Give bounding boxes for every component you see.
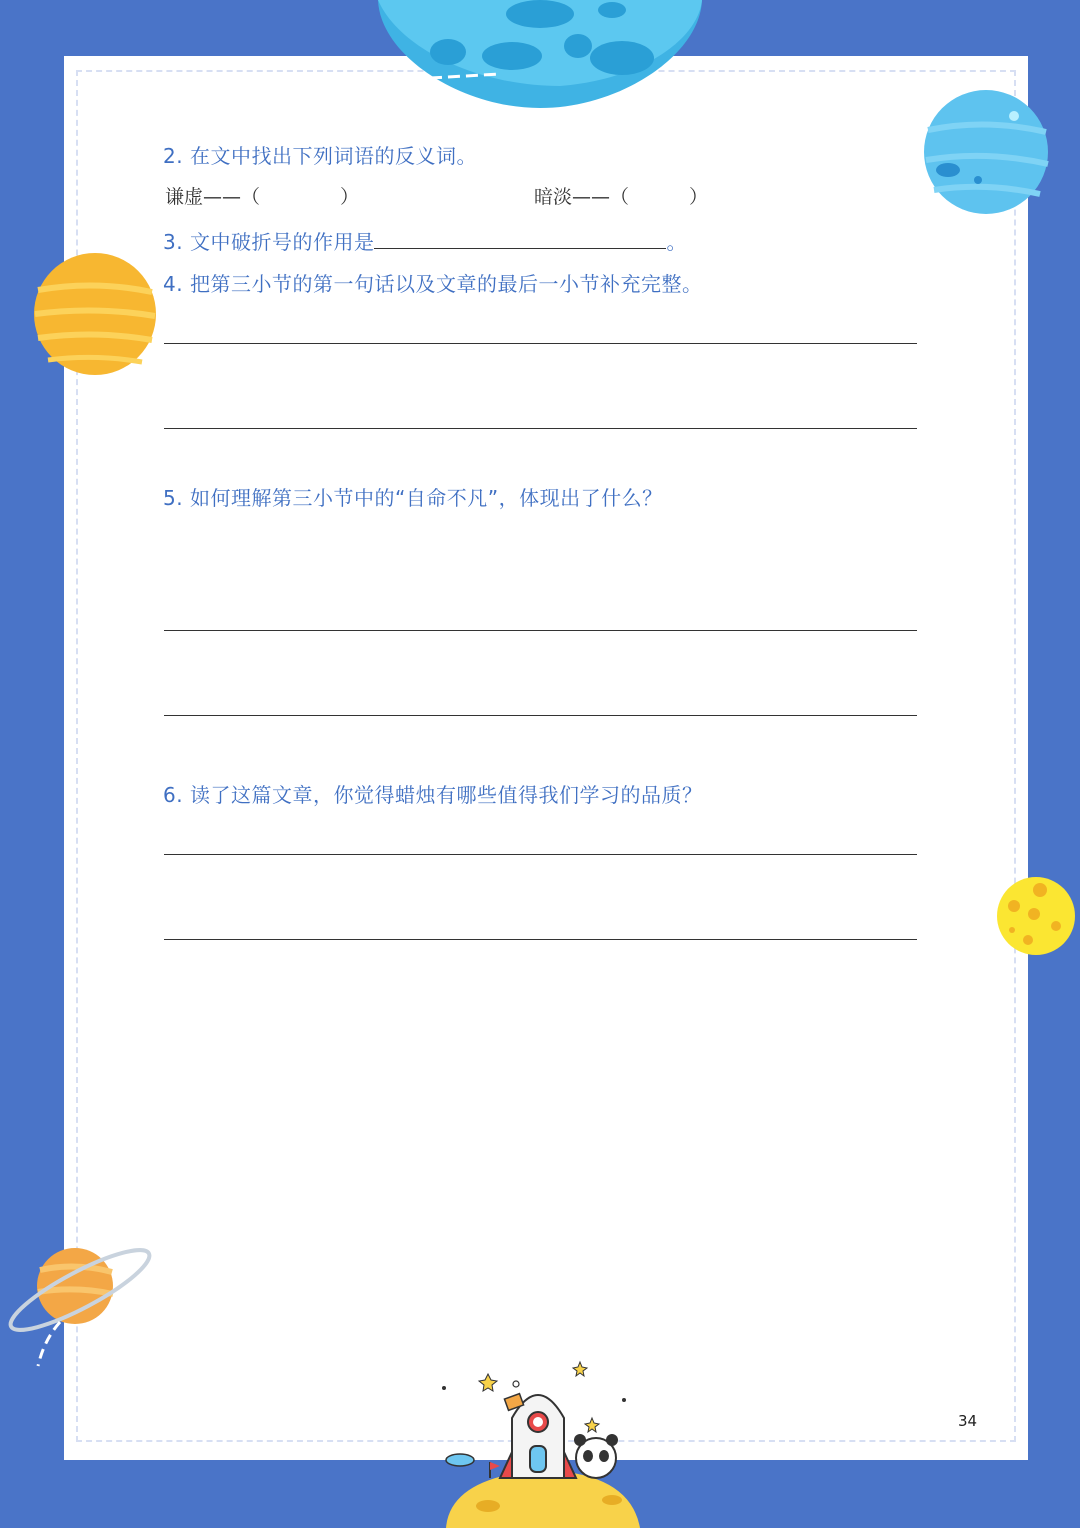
antonym-label-1: 谦虚——（ ） xyxy=(165,186,360,208)
question-4: 4. 把第三小节的第一句话以及文章的最后一小节补充完整。 xyxy=(163,272,703,296)
question-2: 2. 在文中找出下列词语的反义词。 xyxy=(163,144,477,168)
planet-orange-striped-icon xyxy=(34,253,156,375)
planet-crater-icon xyxy=(378,0,702,108)
question-5: 5. 如何理解第三小节中的“自命不凡”，体现出了什么？ xyxy=(163,486,663,510)
rocket-panda-illustration xyxy=(442,1362,640,1528)
moon-yellow-icon xyxy=(997,877,1075,955)
question-6: 6. 读了这篇文章，你觉得蜡烛有哪些值得我们学习的品质？ xyxy=(163,783,703,807)
saturn-ring-icon xyxy=(3,1237,158,1366)
planet-blue-icon xyxy=(924,90,1048,214)
page-number: 34 xyxy=(958,1412,978,1430)
antonym-label-2: 暗淡——（ ） xyxy=(534,186,709,208)
question-3: 3. 文中破折号的作用是 。 xyxy=(163,230,687,254)
